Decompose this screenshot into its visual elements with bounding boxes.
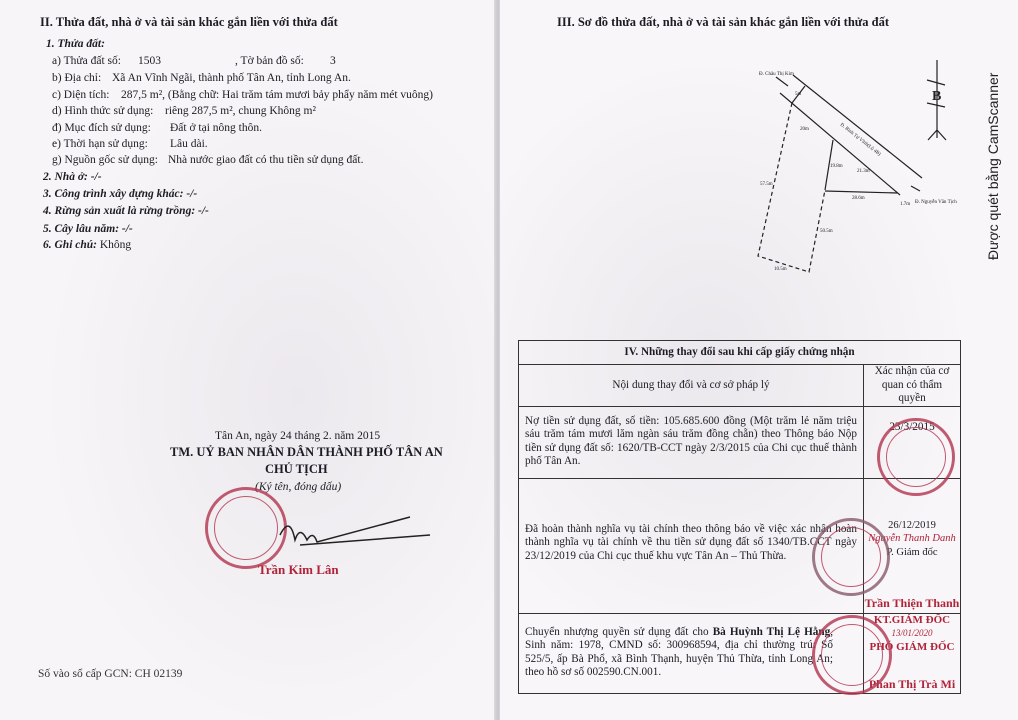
term-label: e) Thời hạn sử dụng: [52, 138, 148, 150]
parcel-value: 1503 [138, 55, 161, 67]
confirm-date: 26/12/2019 [888, 519, 936, 531]
north-arrow-label: B [932, 89, 942, 104]
camscanner-watermark: Được quét bằng CamScanner [985, 72, 1001, 260]
confirm-role: P. Giám đốc [886, 546, 938, 558]
table-row [519, 478, 961, 613]
perennial-line: 5. Cây lâu năm: -/- [43, 223, 133, 235]
dim-label: 10.5m [774, 267, 787, 272]
signer-name: Trần Kim Lân [258, 562, 339, 577]
map-sheet-label: , Tờ bản đồ số: [235, 55, 304, 67]
dim-label: 19.8m [830, 164, 843, 169]
note-line [43, 238, 131, 252]
confirm-date: 13/01/2020 [891, 628, 933, 638]
sign-hint: (Ký tên, đóng dấu) [255, 481, 342, 493]
confirm-date: 23/3/2015 [889, 420, 935, 433]
purpose-label: đ) Mục đích sử dụng: [52, 122, 151, 134]
confirm-signer-top: Nguyễn Thanh Danh [868, 533, 956, 544]
road-label-nguyen-van-tich: Đ. Nguyễn Văn Tịch [915, 200, 957, 205]
dim-label: 5m [795, 92, 802, 97]
parcel-label: a) Thửa đất số: [52, 55, 121, 67]
road-label-main: Đ. Bình Tự Vĩnh(Lộ 4B) [838, 122, 882, 158]
confirm-role: KT.GIÁM ĐỐC [873, 613, 951, 626]
office-stamp [812, 615, 892, 695]
section-title-ii: II. Thửa đất, nhà ở và tài sản khác gắn liền với thửa đất [40, 15, 338, 29]
land-heading: 1. Thửa đất: [46, 38, 105, 50]
road-label-chau-thi-kim: Đ. Châu Thị Kim [759, 72, 794, 77]
dim-label: 21.3m [857, 169, 870, 174]
confirm-signer: Phan Thị Trà Mi [868, 677, 956, 691]
sign-org: TM. UỶ BAN NHÂN DÂN THÀNH PHỐ TÂN AN [170, 445, 443, 459]
changes-table [518, 340, 961, 694]
table-row [519, 613, 961, 693]
house-line: 2. Nhà ở: -/- [43, 171, 102, 183]
map-sheet-value: 3 [330, 55, 336, 67]
note-label: 6. Ghi chú: [43, 239, 97, 251]
dim-label: 28.6m [852, 196, 865, 201]
dim-label: 50.5m [820, 229, 833, 234]
column-header-confirm: Xác nhận của cơ quan có thẩm quyền [864, 365, 961, 407]
note-value: Không [99, 239, 132, 251]
register-number: Số vào sổ cấp GCN: CH 02139 [38, 668, 183, 680]
column-header-content: Nội dung thay đổi và cơ sở pháp lý [519, 365, 864, 407]
dim-label: 20m [800, 127, 809, 132]
confirm-signer: Trần Thiện Thanh [864, 596, 960, 610]
confirm-role-sub: PHÓ GIÁM ĐỐC [869, 640, 955, 653]
row-content: Nợ tiền sử dụng đất, số tiền: 105.685.600 đồng (Một trăm lẻ năm triệu sáu trăm tám mươi lăm ngàn sáu trăm đồng chẵn) theo Thông báo Nộp tiền sử dụng đất số: 1620/TB-CCT ngày 2/3/2015 của Chi cục thuế thành phố Tân An. [519, 406, 864, 478]
construction-line: 3. Công trình xây dựng khác: -/- [43, 188, 198, 200]
area-value: 287,5 m², (Bằng chữ: Hai trăm tám mươi bảy phẩy năm mét vuông) [121, 89, 433, 101]
address-label: b) Địa chỉ: [52, 72, 102, 84]
forest-line: 4. Rừng sản xuất là rừng trồng: -/- [43, 205, 209, 217]
parcel-diagram [740, 60, 980, 280]
origin-label: g) Nguồn gốc sử dụng: [52, 154, 158, 166]
area-label: c) Diện tích: [52, 89, 110, 101]
usage-form-value: riêng 287,5 m², chung Không m² [165, 105, 316, 117]
left-page [0, 0, 496, 720]
sign-date: Tân An, ngày 24 tháng 2. năm 2015 [215, 430, 381, 442]
dim-label: 1.7m [900, 202, 911, 207]
office-stamp [812, 518, 890, 596]
transfer-text: Chuyển nhượng quyền sử dụng đất cho [525, 625, 713, 638]
office-stamp [877, 418, 955, 496]
sign-role: CHỦ TỊCH [265, 462, 328, 476]
address-value: Xã An Vĩnh Ngãi, thành phố Tân An, tỉnh Long An. [112, 72, 351, 84]
transfer-details: , Sinh năm: 1978, CMND số: 300968594, địa chỉ thường trú: Số 525/5, ấp Bà Phổ, xã Bình Thạnh, huyện Thủ Thừa, tỉnh Long An; theo hồ sơ số 002590.CN.001. [525, 625, 833, 678]
signature [260, 505, 440, 565]
dim-label: 57.5m [760, 182, 773, 187]
row-content: Đã hoàn thành nghĩa vụ tài chính theo thông báo về việc xác nhận hoàn thành nghĩa vụ tài chính về thu tiền sử dụng đất số 1340/TB.CCT ngày 23/12/2019 của Chi cục thuế khu vực Tân An – Thủ Thừa. [519, 478, 864, 613]
transferee-name: Bà Huỳnh Thị Lệ Hằng [712, 625, 831, 638]
term-value: Lâu dài. [170, 138, 208, 150]
origin-value: Nhà nước giao đất có thu tiền sử dụng đất. [168, 154, 364, 166]
changes-table-title: IV. Những thay đổi sau khi cấp giấy chứng nhận [519, 341, 961, 365]
purpose-value: Đất ở tại nông thôn. [170, 122, 262, 134]
usage-form-label: d) Hình thức sử dụng: [52, 105, 154, 117]
section-title-iii: III. Sơ đồ thửa đất, nhà ở và tài sản khác gắn liền với thửa đất [557, 15, 890, 29]
